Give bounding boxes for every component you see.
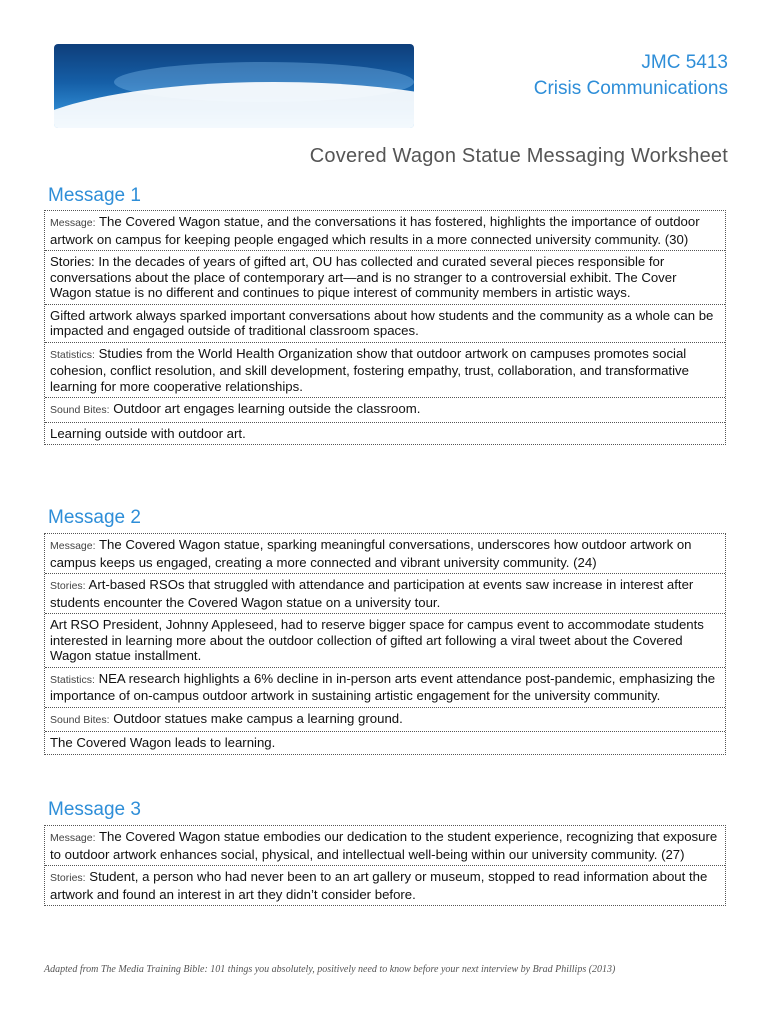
message-row: [45, 826, 725, 866]
row-text: Art RSO President, Johnny Appleseed, had to reserve bigger space for campus event to accommodate students interested in learning more about the outdoor collection of gifted art following a viral tweet about the Covered Wagon statue installment.: [50, 617, 704, 663]
stories-row: [45, 574, 725, 614]
message-row: [45, 211, 725, 251]
row-text: Outdoor statues make campus a learning ground.: [113, 710, 403, 726]
row-text: Learning outside with outdoor art.: [50, 425, 246, 441]
row-label: Statistics:: [50, 673, 95, 686]
sound-bites-row: [45, 732, 725, 754]
citation-footer: Adapted from The Media Training Bible: 101 things you absolutely, positively need to know before your next interview by Brad Phillips (2013): [44, 964, 616, 975]
course-info: [534, 50, 728, 102]
sound-bites-row: [45, 708, 725, 733]
message-1-heading: Message 1: [48, 185, 141, 206]
sound-bites-row: [45, 423, 725, 445]
message-2-table: [44, 533, 726, 755]
message-row: [45, 534, 725, 574]
row-text: Stories: In the decades of years of gifted art, OU has collected and curated several pieces responsible for conversations about the place of contemporary art—and is no stranger to a controversial exhibit. The Cover Wagon statue is no different and continues to pique interest of community members in artistic ways.: [50, 254, 677, 300]
row-label: Sound Bites:: [50, 404, 110, 416]
statistics-row: [45, 343, 725, 399]
row-text: Student, a person who had never been to an art gallery or museum, stopped to read information about the artwork and found an interest in art they didn’t consider before.: [50, 869, 708, 902]
row-label: Message:: [50, 217, 96, 229]
stories-row: [45, 866, 725, 905]
row-label: Statistics:: [50, 348, 95, 361]
message-3-heading: Message 3: [48, 799, 141, 820]
row-text: NEA research highlights a 6% decline in in-person arts event attendance post-pandemic, emphasizing the importance of on-campus outdoor artwork in sustaining artistic engagement for the university community.: [50, 670, 716, 703]
message-3-table: [44, 825, 726, 906]
row-text: Art-based RSOs that struggled with attendance and participation at events saw increase in interest after students encounter the Covered Wagon statue on a university tour.: [50, 577, 694, 610]
row-text: The Covered Wagon statue, sparking meaningful conversations, underscores how outdoor artwork on campus keeps us engaged, creating a more connected and vibrant university community. (24): [50, 537, 692, 570]
row-label: Message:: [50, 540, 96, 552]
stories-row: [45, 614, 725, 668]
row-text: The Covered Wagon statue embodies our dedication to the student experience, recognizing that exposure to outdoor artwork enhances social, physical, and intellectual well-being within our university community. (27): [50, 829, 718, 862]
row-text: Outdoor art engages learning outside the classroom.: [113, 401, 421, 416]
row-label: Stories:: [50, 872, 86, 884]
sound-bites-row: [45, 398, 725, 423]
row-text: Gifted artwork always sparked important conversations about how students and the community as a whole can be impacted and engaged outside of traditional classroom spaces.: [50, 307, 714, 338]
course-code: JMC 5413: [641, 52, 728, 73]
row-label: Message:: [50, 832, 96, 844]
stories-row: [45, 305, 725, 343]
header-banner-graphic: [54, 44, 414, 128]
row-text: The Covered Wagon statue, and the conversations it has fostered, highlights the importance of outdoor artwork on campus for keeping people engaged which results in a more connected university community. (30): [50, 214, 700, 247]
page-title: Covered Wagon Statue Messaging Worksheet: [309, 145, 728, 167]
row-text: Studies from the World Health Organization show that outdoor artwork on campuses promotes social cohesion, conflict resolution, and skill development, fostering empathy, trust, collaboration, and transformative learning for more cooperative relationships.: [50, 345, 689, 394]
row-label: Sound Bites:: [50, 713, 110, 726]
row-text: The Covered Wagon leads to learning.: [50, 735, 276, 750]
message-2-heading: Message 2: [48, 507, 141, 528]
stories-row: [45, 251, 725, 305]
statistics-row: [45, 668, 725, 708]
message-1-table: [44, 210, 726, 445]
row-label: Stories:: [50, 580, 86, 592]
course-name: Crisis Communications: [533, 78, 728, 99]
